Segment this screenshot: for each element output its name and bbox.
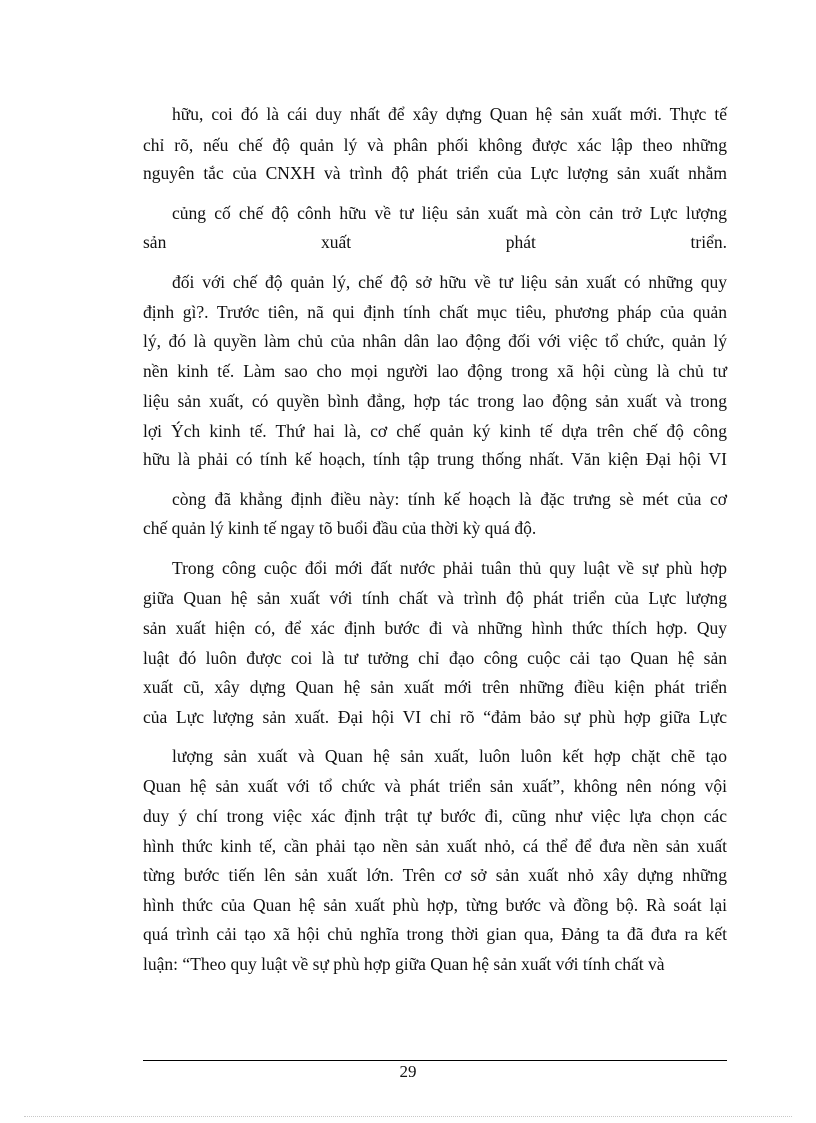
text-line: lý, đó là quyền làm chủ của nhân dân lao động đối với việc tổ chức, quản lý — [143, 331, 727, 351]
footer-rule — [143, 1060, 727, 1061]
text-line: Quan hệ sản xuất với tổ chức và phát triển sản xuất”, không nên nóng vội — [143, 776, 727, 796]
text-line: còng đã khẳng định điều này: tính kế hoạch là đặc trưng sè mét của cơ — [172, 489, 727, 509]
text-line: của Lực lượng sản xuất. Đại hội VI chỉ rõ “đảm bảo sự phù hợp giữa Lực — [143, 707, 727, 727]
text-line: Trong công cuộc đổi mới đất nước phải tuân thủ quy luật về sự phù hợp — [172, 558, 727, 578]
text-line: lượng sản xuất và Quan hệ sản xuất, luôn luôn kết hợp chặt chẽ tạo — [172, 746, 727, 766]
text-line: hữu, coi đó là cái duy nhất để xây dựng Quan hệ sản xuất mới. Thực tế — [172, 104, 727, 124]
text-line: sản xuất hiện có, để xác định bước đi và những hình thức thích hợp. Quy — [143, 618, 727, 638]
text-line: liệu sản xuất, có quyền bình đẳng, hợp tác trong lao động sản xuất và trong — [143, 391, 727, 411]
page-edge-dotted-line — [24, 1116, 792, 1117]
text-line: sản xuất phát triển. — [143, 232, 727, 252]
text-line: quá trình cải tạo xã hội chủ nghĩa trong thời gian qua, Đảng ta đã đưa ra kết — [143, 924, 727, 944]
text-line: luật đó luôn được coi là tư tưởng chỉ đạo công cuộc cải tạo Quan hệ sản — [143, 648, 727, 668]
text-line: chế quản lý kinh tế ngay tõ buổi đầu của thời kỳ quá độ. — [143, 518, 537, 538]
text-line: đối với chế độ quản lý, chế độ sở hữu về tư liệu sản xuất có những quy — [172, 272, 727, 292]
text-line: hình thức kinh tế, cần phải tạo nền sản xuất nhỏ, cá thể để đưa nền sản xuất — [143, 836, 727, 856]
text-line: giữa Quan hệ sản xuất với tính chất và trình độ phát triển của Lực lượng — [143, 588, 727, 608]
text-line: từng bước tiến lên sản xuất lớn. Trên cơ sở sản xuất nhỏ xây dựng những — [143, 865, 727, 885]
text-line: hữu là phải có tính kế hoạch, tính tập trung thống nhất. Văn kiện Đại hội VI — [143, 449, 727, 469]
text-line: nguyên tắc của CNXH và trình độ phát triển của Lực lượng sản xuất nhằm — [143, 163, 727, 183]
page-number: 29 — [399, 1062, 417, 1081]
text-line: chỉ rõ, nếu chế độ quản lý và phân phối không được xác lập theo những — [143, 135, 727, 155]
text-line: luận: “Theo quy luật về sự phù hợp giữa Quan hệ sản xuất với tính chất và — [143, 954, 665, 974]
text-line: nền kinh tế. Làm sao cho mọi người lao động trong xã hội cùng là chủ tư — [143, 361, 727, 381]
text-line: xuất cũ, xây dựng Quan hệ sản xuất mới trên những điều kiện phát triển — [143, 677, 727, 697]
text-line: duy ý chí trong việc xác định trật tự bước đi, cũng như việc lựa chọn các — [143, 806, 727, 826]
text-line: lợi Ých kinh tế. Thứ hai là, cơ chế quản ký kinh tế dựa trên chế độ công — [143, 421, 727, 441]
text-line: định gì?. Trước tiên, nã qui định tính chất mục tiêu, phương pháp của quản — [143, 302, 727, 322]
text-line: hình thức của Quan hệ sản xuất phù hợp, từng bước và đồng bộ. Rà soát lại — [143, 895, 727, 915]
text-line: củng cố chế độ cônh hữu về tư liệu sản xuất mà còn cản trở Lực lượng — [172, 203, 727, 223]
